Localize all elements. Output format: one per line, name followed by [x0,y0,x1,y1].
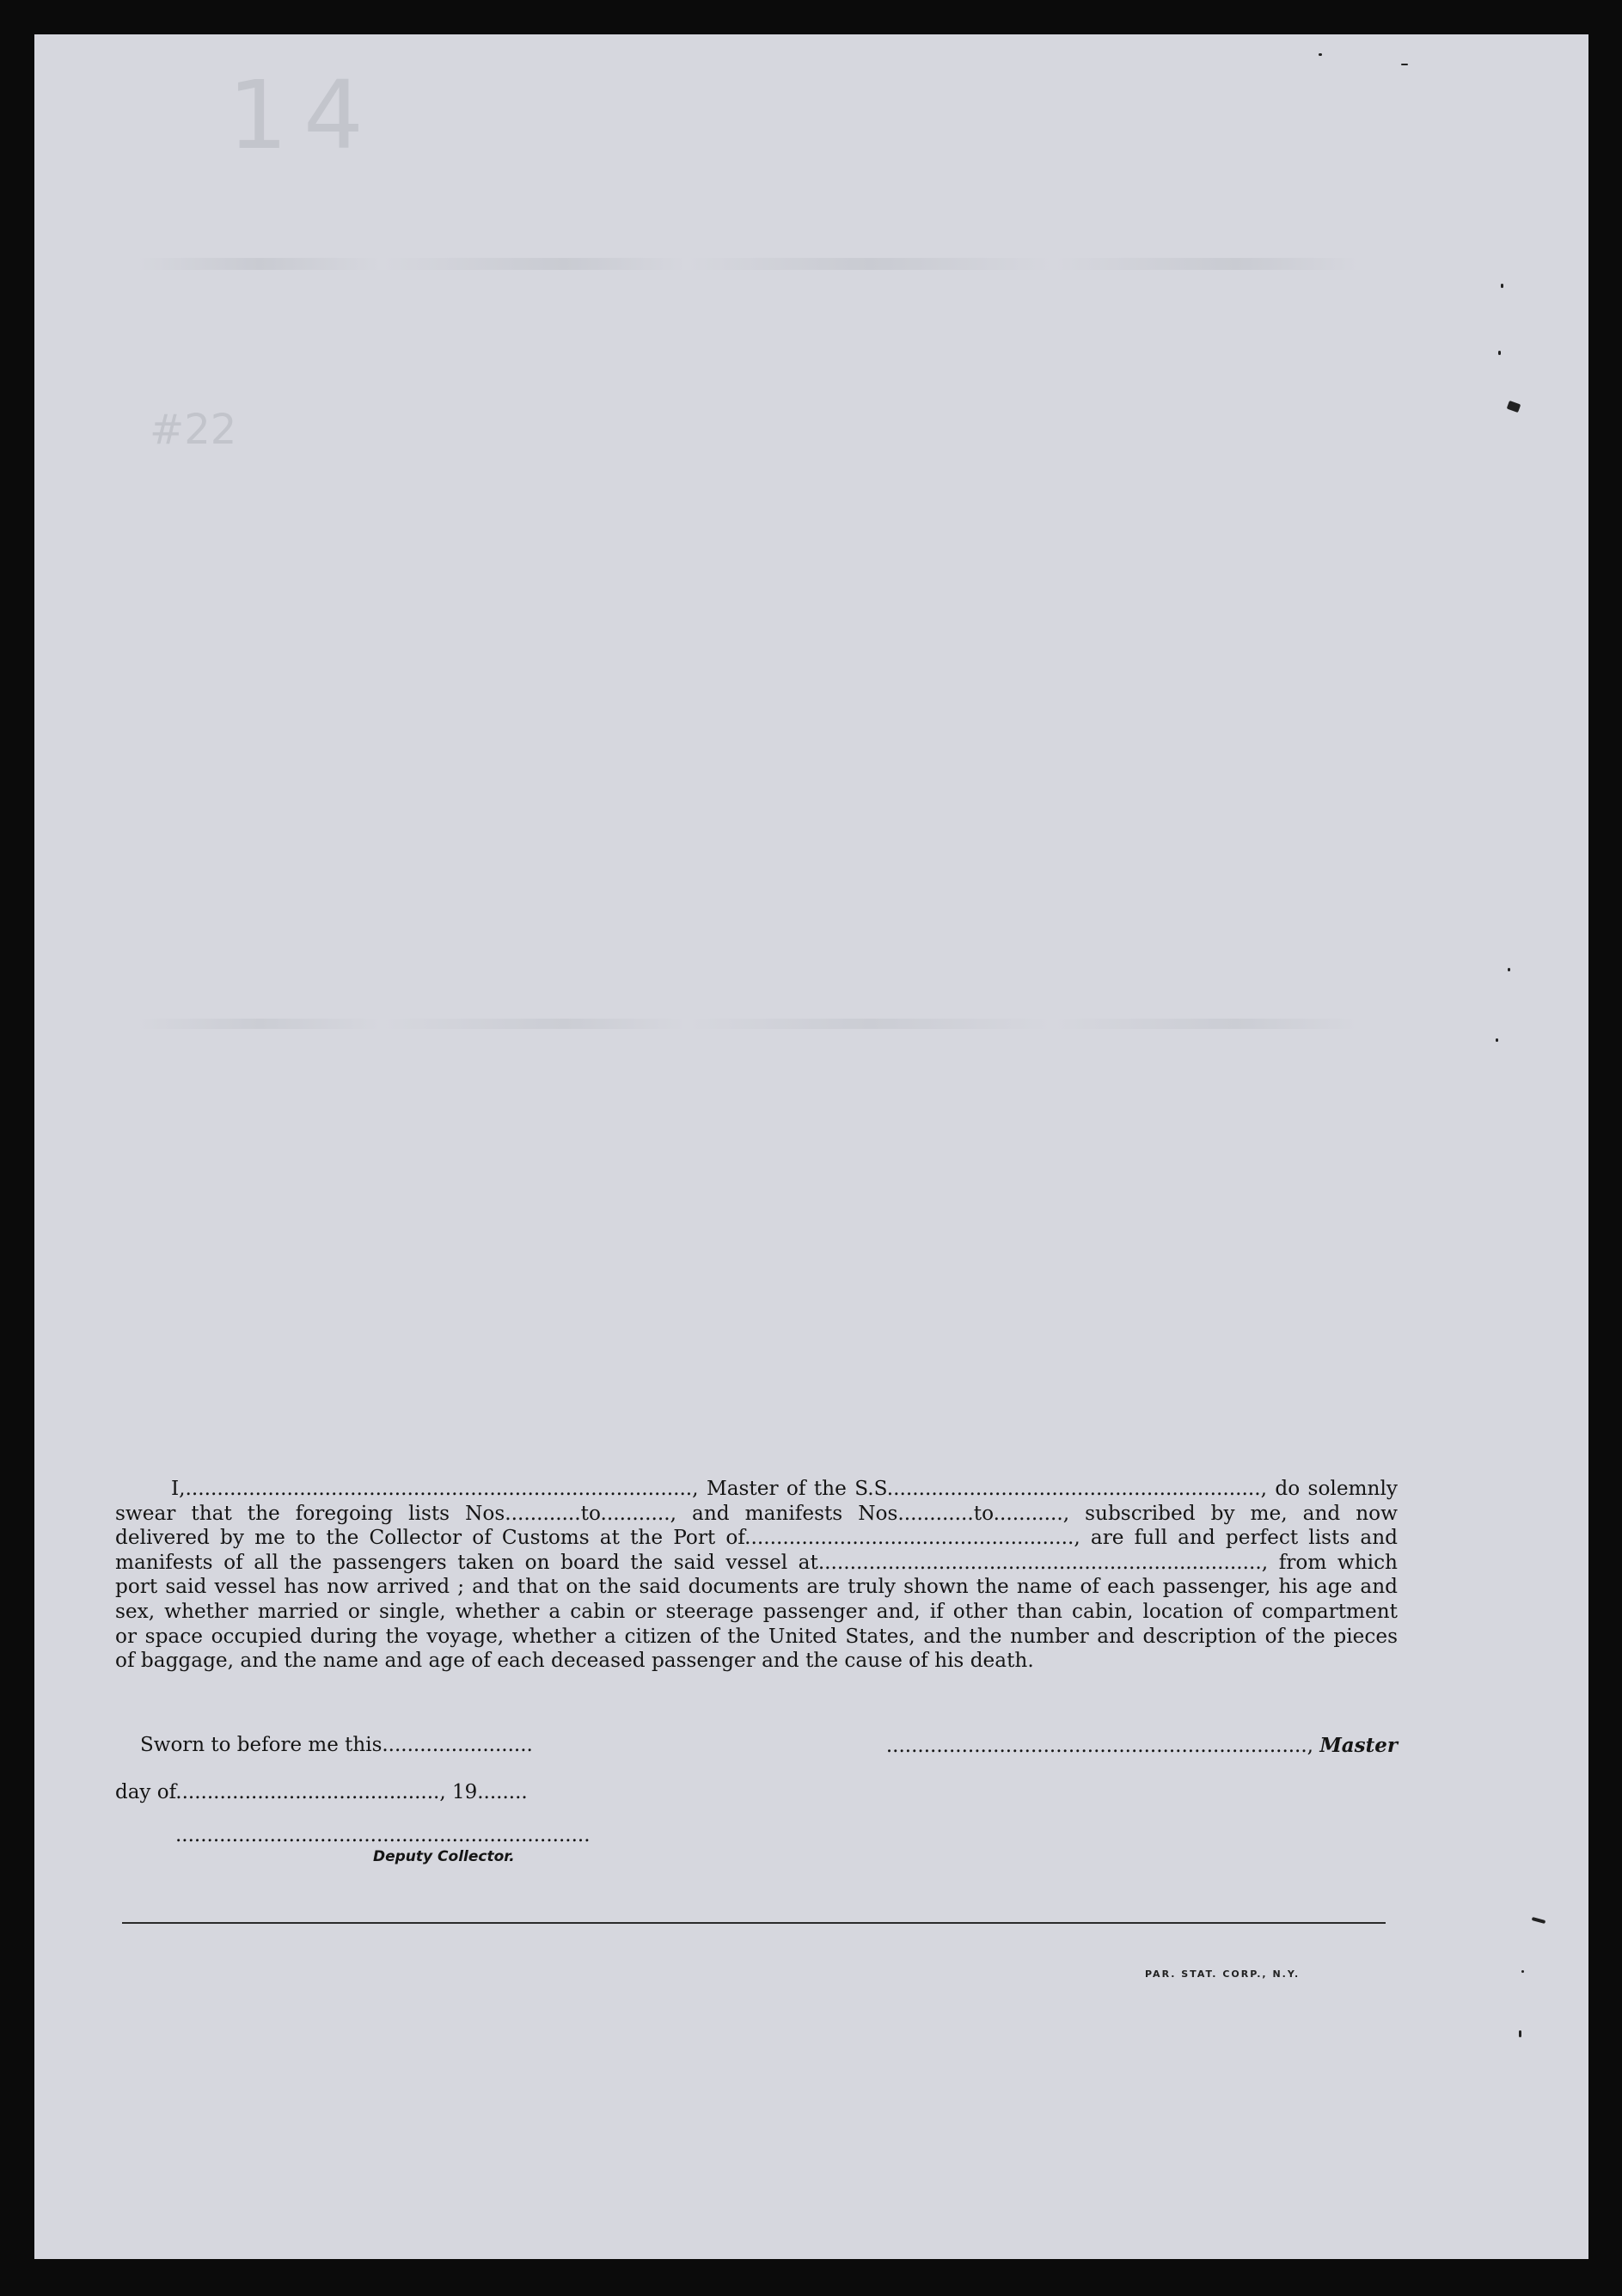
speck [1532,1917,1545,1924]
speck [1508,968,1510,971]
master-dots: ..................................................................., [885,1735,1313,1757]
bleed-through-row-1 [138,258,1358,270]
speck [1521,1970,1524,1973]
master-label: Master [1319,1734,1398,1757]
oath-paragraph [115,1477,1398,1674]
speck [1519,2030,1521,2037]
speck [1401,64,1408,65]
oath-line: swear that the foregoing lists Nos............to..........., and manifests Nos............to..........., subscribed by me, and now [115,1501,1398,1525]
sworn-field: Sworn to before me this........................ [140,1734,533,1756]
bleed-through-row-2 [138,1019,1358,1029]
deputy-collector-label: Deputy Collector. [373,1848,515,1865]
speck [1496,1038,1498,1042]
oath-line: I,................................................................................, Master of the S.S..........................................................., do solemnly [171,1477,1398,1500]
oath-line: sex, whether married or single, whether a cabin or steerage passenger and, if other than cabin, location of compartment [115,1599,1398,1623]
oath-line: port said vessel has now arrived ; and that on the said documents are truly shown the name of each passenger, his age and [115,1575,1398,1599]
manifest-back-page [34,34,1588,2259]
deputy-signature-dots: .................................................................. [175,1824,591,1846]
printer-mark: PAR. STAT. CORP., N.Y. [1145,1968,1301,1980]
pencil-page-number: 14 [228,60,379,170]
speck [1501,284,1503,288]
speck [1498,351,1501,355]
oath-line: of baggage, and the name and age of each deceased passenger and the cause of his death. [115,1649,1034,1673]
speck [1507,401,1521,413]
divider-rule [122,1922,1386,1924]
oath-line: delivered by me to the Collector of Customs at the Port of...................................................., are full and perfect lists and [115,1526,1398,1550]
speck [1319,53,1322,56]
oath-line: manifests of all the passengers taken on board the said vessel at......................................................................, from which [115,1550,1398,1574]
stamped-number: #22 [150,406,237,454]
oath-line: or space occupied during the voyage, whether a citizen of the United States, and the number and description of the pieces [115,1624,1398,1648]
date-field: day of.........................................., 19........ [115,1781,528,1803]
master-signature-line [877,1734,1398,1757]
